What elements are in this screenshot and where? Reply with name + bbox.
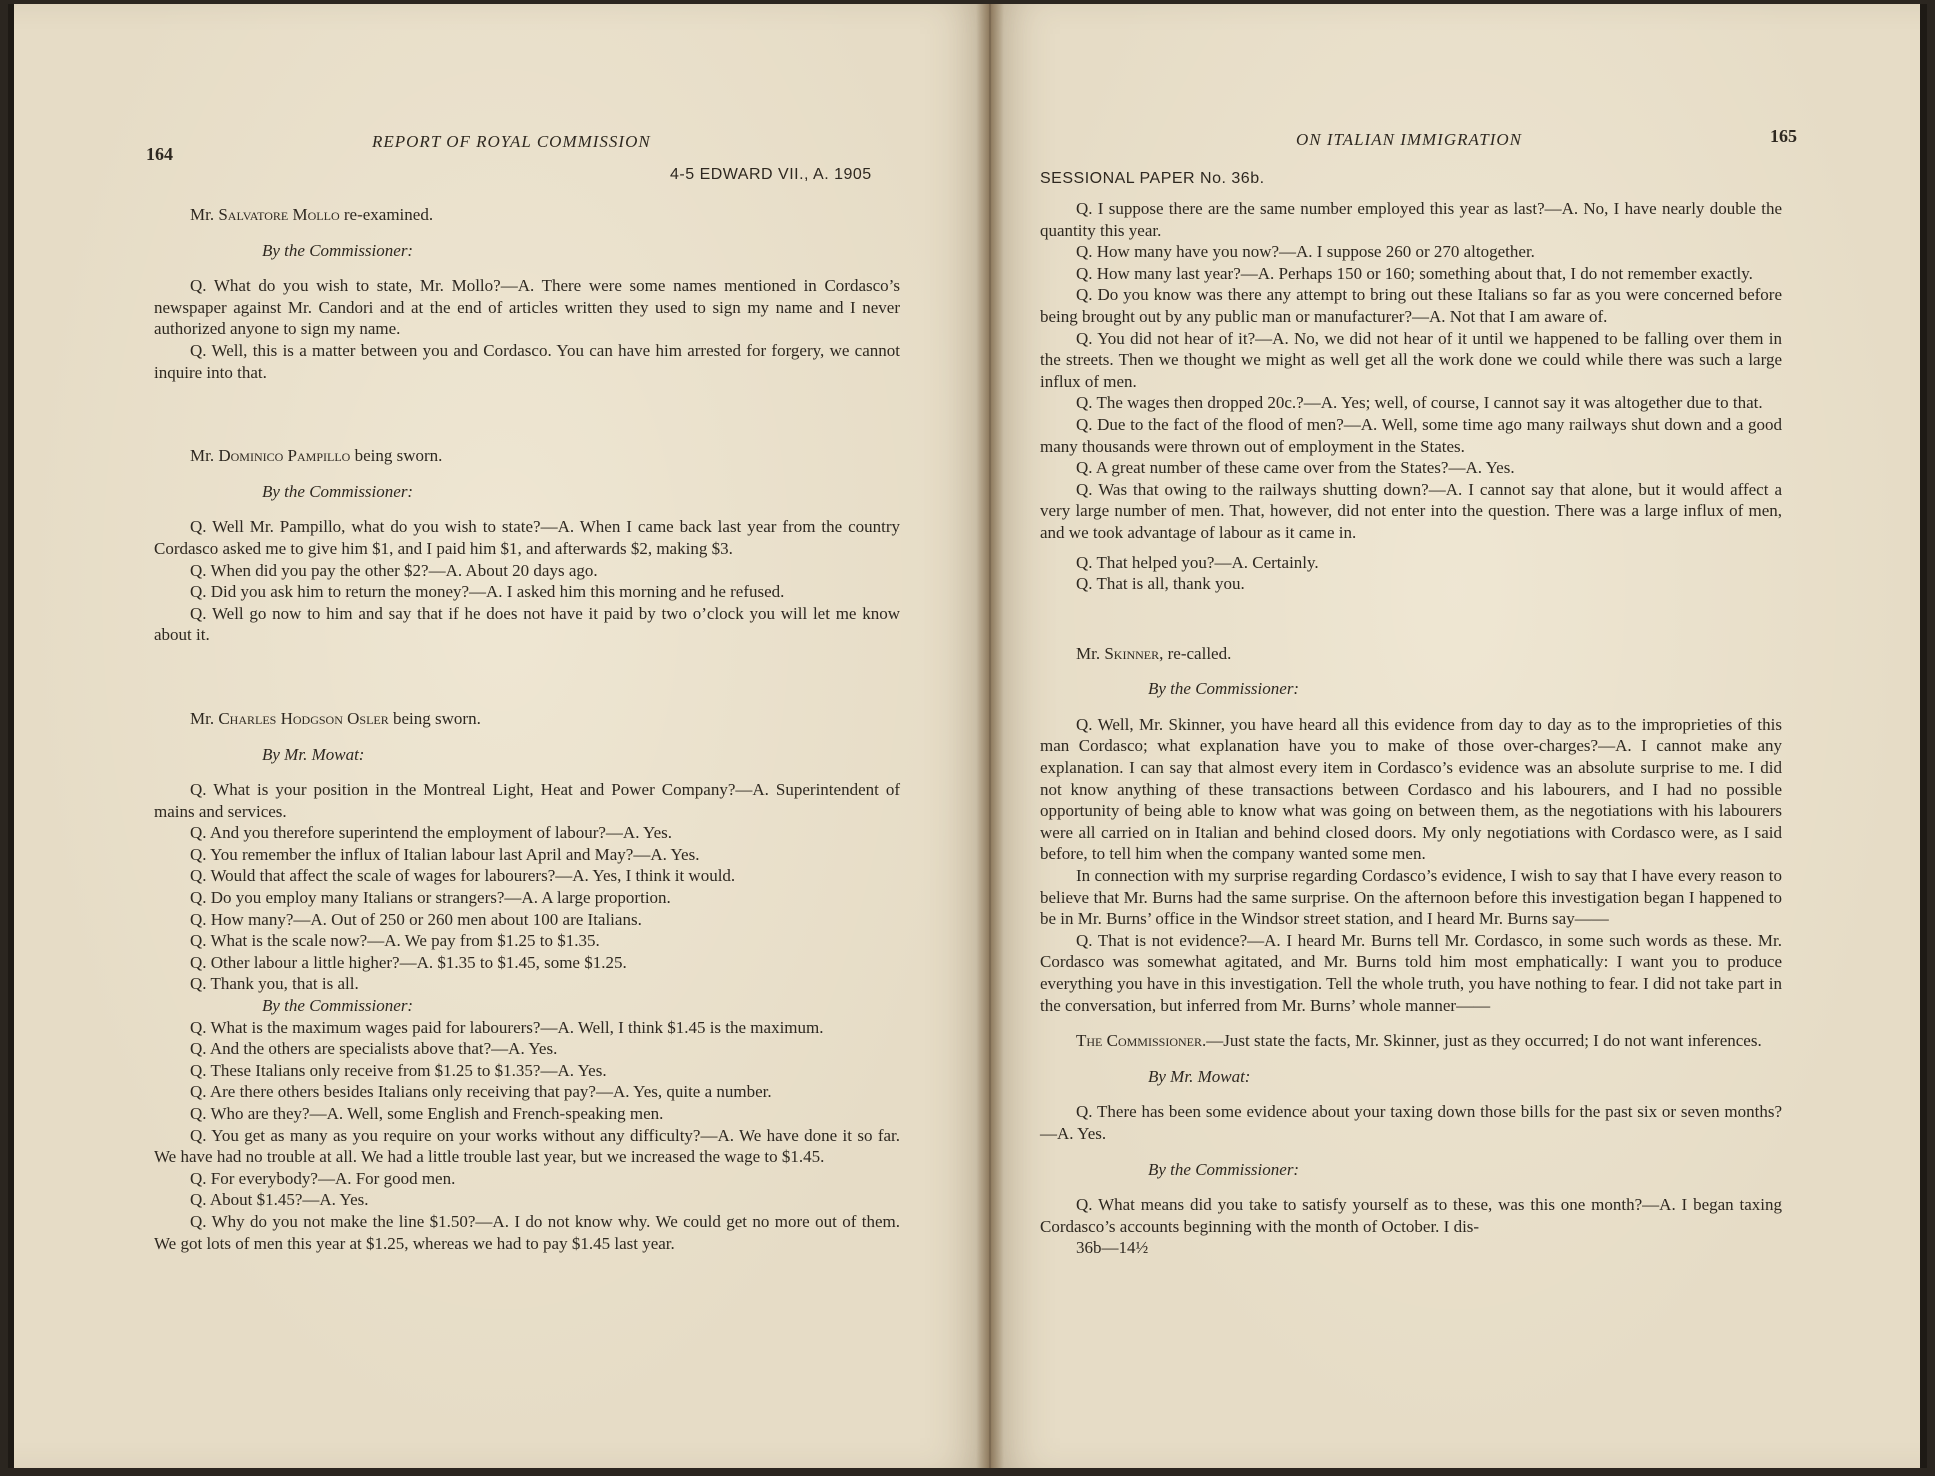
page-number: 164 <box>146 144 173 164</box>
testimony-paragraph: In connection with my surprise regarding Cordasco’s evidence, I wish to say that I have every reason to believe that Mr. Burns had the same surprise. On the afternoon before this investigation began I happened to be in Mr. Burns’ office in the Windsor street station, and I heard Mr. Burns say—— <box>1040 866 1782 929</box>
testimony-paragraph: Q. The wages then dropped 20c.?—A. Yes; well, of course, I cannot say it was altogether due to that. <box>1076 393 1763 413</box>
testimony-paragraph: Q. Well go now to him and say that if he does not have it paid by two o’clock you will let me know about it. <box>154 603 900 645</box>
witness-heading: Mr. Skinner, re-called. <box>1076 643 1232 663</box>
commissioner-remark: The Commissioner.—Just state the facts, Mr. Skinner, just as they occurred; I do not want inferences. <box>1076 1031 1762 1051</box>
examiner-label: By the Commissioner: <box>262 996 414 1016</box>
testimony-paragraph: Q. Other labour a little higher?—A. $1.35 to $1.45, some $1.25. <box>190 952 627 972</box>
testimony-paragraph: Q. Was that owing to the railways shutting down?—A. I cannot say that alone, but it would affect a very large number of men. That, however, did not enter into the question. There was a large influx of men, and we took advantage of labour as it came in. <box>1040 479 1782 542</box>
testimony-paragraph: Q. For everybody?—A. For good men. <box>190 1168 456 1188</box>
testimony-paragraph: Q. What is your position in the Montreal Light, Heat and Power Company?—A. Superintendent of mains and services. <box>154 780 900 821</box>
testimony-paragraph: Q. Did you ask him to return the money?—A. I asked him this morning and he refused. <box>190 582 785 602</box>
testimony-paragraph: Q. How many have you now?—A. I suppose 260 or 270 altogether. <box>1076 242 1535 262</box>
testimony-paragraph: Q. About $1.45?—A. Yes. <box>190 1190 369 1210</box>
testimony-paragraph: Q. That is not evidence?—A. I heard Mr. Burns tell Mr. Cordasco, in some such words as these. Mr. Cordasco was somewhat agitated, and Mr. Burns told him most emphatically: I want you to produce everything you have in this investigation. Tell the whole truth, you have nothing to fear. I did not take part in the conversation, but inferred from Mr. Burns’ whole manner—— <box>1040 930 1782 1015</box>
testimony-paragraph: Q. What is the maximum wages paid for labourers?—A. Well, I think $1.45 is the maximum. <box>190 1017 824 1037</box>
testimony-paragraph: Q. You remember the influx of Italian labour last April and May?—A. Yes. <box>190 844 700 864</box>
testimony-paragraph: Q. When did you pay the other $2?—A. About 20 days ago. <box>190 560 598 580</box>
testimony-paragraph: Q. There has been some evidence about your taxing down those bills for the past six or seven months?—A. Yes. <box>1040 1102 1782 1143</box>
examiner-label: By Mr. Mowat: <box>262 744 365 764</box>
right-page <box>990 4 1920 1468</box>
examiner-label: By the Commissioner: <box>262 240 414 260</box>
testimony-paragraph: Q. Do you employ many Italians or strangers?—A. A large proportion. <box>190 888 671 908</box>
testimony-paragraph: Q. What is the scale now?—A. We pay from $1.25 to $1.35. <box>190 931 600 951</box>
testimony-paragraph: Q. That is all, thank you. <box>1076 574 1245 594</box>
testimony-paragraph: Q. You did not hear of it?—A. No, we did not hear of it until we happened to be falling over them in the streets. Then we thought we might as well get all the work done we could while there was such a large influx of men. <box>1040 328 1782 391</box>
testimony-paragraph: Q. These Italians only receive from $1.25 to $1.35?—A. Yes. <box>190 1060 607 1080</box>
witness-heading: Mr. Dominico Pampillo being sworn. <box>190 446 443 466</box>
running-head: ON ITALIAN IMMIGRATION <box>1296 130 1522 149</box>
book-gutter <box>976 4 1004 1468</box>
testimony-paragraph: Q. That helped you?—A. Certainly. <box>1076 552 1319 572</box>
examiner-label: By the Commissioner: <box>262 481 414 501</box>
testimony-paragraph: Q. You get as many as you require on your works without any difficulty?—A. We have done it so far. We have had no trouble at all. We had a little trouble last year, but we increased the wage to $1.45. <box>154 1125 900 1167</box>
testimony-paragraph: Q. What do you wish to state, Mr. Mollo?—A. There were some names mentioned in Cordasco’s newspaper against Mr. Candori and at the end of articles written they used to sign my name and I never authorized anyone to sign my name. <box>154 276 900 339</box>
signature-mark: 36b—14½ <box>1076 1238 1149 1258</box>
testimony-paragraph: Q. How many?—A. Out of 250 or 260 men about 100 are Italians. <box>190 909 642 929</box>
testimony-paragraph: Q. Why do you not make the line $1.50?—A. I do not know why. We could get no more out of them. We got lots of men this year at $1.25, whereas we had to pay $1.45 last year. <box>154 1211 900 1253</box>
book-spread <box>8 4 1927 1468</box>
testimony-paragraph: Q. I suppose there are the same number employed this year as last?—A. No, I have nearly double the quantity this year. <box>1040 199 1782 240</box>
testimony-paragraph: Q. Well Mr. Pampillo, what do you wish to state?—A. When I came back last year from the country Cordasco asked me to give him $1, and I paid him $1, and afterwards $2, making $3. <box>154 517 900 558</box>
left-column <box>154 204 900 1254</box>
testimony-paragraph: Q. How many last year?—A. Perhaps 150 or 160; something about that, I do not remember exactly. <box>1076 263 1753 283</box>
testimony-paragraph: Q. Due to the fact of the flood of men?—A. Well, some time ago many railways shut down and a good many thousands were thrown out of employment in the States. <box>1040 414 1782 456</box>
examiner-label: By Mr. Mowat: <box>1148 1066 1251 1086</box>
examiner-label: By the Commissioner: <box>1148 679 1300 699</box>
examiner-label: By the Commissioner: <box>1148 1159 1300 1179</box>
session-reference: SESSIONAL PAPER No. 36b. <box>1040 170 1265 187</box>
right-column <box>1040 198 1782 1259</box>
testimony-paragraph: Q. And you therefore superintend the employment of labour?—A. Yes. <box>190 823 673 843</box>
testimony-paragraph: Q. Would that affect the scale of wages for labourers?—A. Yes, I think it would. <box>190 866 736 886</box>
left-page <box>14 4 990 1468</box>
witness-heading: Mr. Charles Hodgson Osler being sworn. <box>190 708 481 728</box>
testimony-paragraph: Q. Well, Mr. Skinner, you have heard all this evidence from day to day as to the improprieties of this man Cordasco; what explanation have you to make of those over-charges?—A. I cannot make any explanation. I can say that almost every item in Cordasco’s evidence was an absolute surprise to me. I did not know anything of these transactions between Cordasco and his labourers, and I had no possible opportunity of being able to know what was going on between them, as the negotiations with his labourers were all carried on in Italian and behind closed doors. My only negotiations with Cordasco were, as I said before, to tell him when the company wanted some men. <box>1040 714 1782 864</box>
session-reference: 4-5 EDWARD VII., A. 1905 <box>670 166 872 183</box>
witness-heading: Mr. Salvatore Mollo re-examined. <box>190 205 434 224</box>
testimony-paragraph: Q. A great number of these came over from the States?—A. Yes. <box>1076 458 1515 478</box>
testimony-paragraph: Q. Who are they?—A. Well, some English and French-speaking men. <box>190 1104 664 1123</box>
testimony-paragraph: Q. What means did you take to satisfy yourself as to these, was this one month?—A. I began taxing Cordasco’s accounts beginning with the month of October. I dis- <box>1040 1195 1782 1236</box>
testimony-paragraph: Q. Thank you, that is all. <box>190 974 359 994</box>
testimony-paragraph: Q. Well, this is a matter between you and Cordasco. You can have him arrested for forgery, we cannot inquire into that. <box>154 340 900 382</box>
testimony-paragraph: Q. Do you know was there any attempt to bring out these Italians so far as you were concerned before being brought out by any public man or manufacturer?—A. Not that I am aware of. <box>1040 285 1782 326</box>
running-head: REPORT OF ROYAL COMMISSION <box>372 132 651 151</box>
page-number: 165 <box>1770 126 1797 146</box>
testimony-paragraph: Q. Are there others besides Italians only receiving that pay?—A. Yes, quite a number. <box>190 1082 772 1102</box>
testimony-paragraph: Q. And the others are specialists above that?—A. Yes. <box>190 1039 558 1059</box>
